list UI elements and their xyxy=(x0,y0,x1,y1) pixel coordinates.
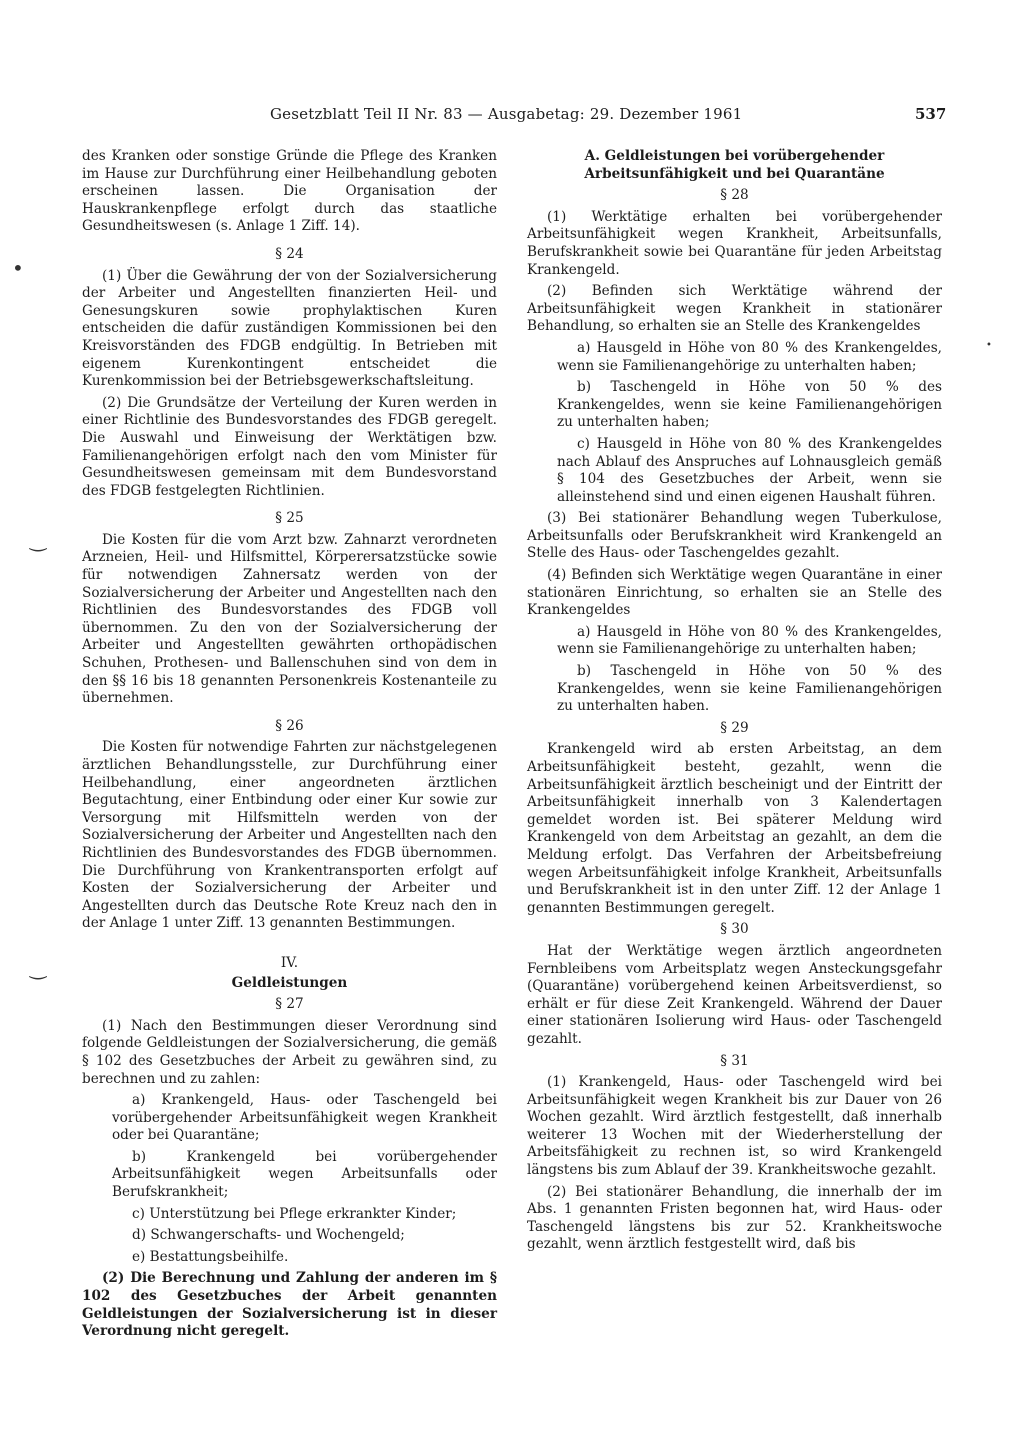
paragraph: (1) Über die Gewährung der von der Sozialversicherung der Arbeiter und Angestellten finanzierten Heil- und Genesungskuren sowie prophylaktischen Kuren entscheiden die dafür zuständigen Kommissionen bei den Kreisvorständen des FDGB endgültig. In Betrieben mit eigenem Kurenkontingent entscheidet die Kurenkommission bei der Betriebsgewerkschaftsleitung. xyxy=(82,267,497,390)
paragraph: (2) Die Berechnung und Zahlung der anderen im § 102 des Gesetzbuches der Arbeit genannten Geldleistungen der Sozialversicherung ist in dieser Verordnung nicht geregelt. xyxy=(82,1270,497,1340)
part-number: IV. xyxy=(280,954,299,971)
list-item: b) Krankengeld bei vorübergehender Arbeitsunfähigkeit wegen Arbeitsunfalls oder Berufskrankheit; xyxy=(112,1148,497,1201)
section-title: § 30 xyxy=(720,921,749,938)
section-title: § 25 xyxy=(275,510,304,527)
chapter-heading: A. Geldleistungen bei vorübergehender Arbeitsunfähigkeit und bei Quarantäne xyxy=(584,148,885,182)
margin-check-icon: ‿ xyxy=(30,956,47,980)
page-number: 537 xyxy=(915,105,947,123)
section-title: § 31 xyxy=(720,1052,749,1069)
paragraph: Krankengeld wird ab ersten Arbeitstag, an dem Arbeitsunfähigkeit besteht, gezahlt, wenn die Arbeitsunfähigkeit ärztlich bescheinigt und der Eintritt der Arbeitsunfähigkeit innerhalb von 3 Kalendertagen gemeldet worden ist. Bei späterer Meldung wird Krankengeld von dem Arbeitstag an gezahlt, an dem die Meldung erfolgt. Das Verfahren der Arbeitsbefreiung wegen Arbeitsunfähigkeit infolge Krankheit, Arbeitsunfalls und Berufskrankheit ist in den unter Ziff. 12 der Anlage 1 genannten Bestimmungen geregelt. xyxy=(527,741,942,916)
paragraph: Die Kosten für die vom Arzt bzw. Zahnarzt verordneten Arzneien, Heil- und Hilfsmittel, Körperersatzstücke sowie für notwendigen Zahnersatz werden von der Sozialversicherung der Arbeiter und Angestellten nach den Richtlinien des Bundesvorstandes des FDGB voll übernommen. Zu den von der Sozialversicherung der Arbeiter und Angestellten gewährten orthopädischen Schuhen, Prothesen- und Ballenschuhen sind von dem in den §§ 16 bis 18 genannten Personenkreis Kostenanteile zu übernehmen. xyxy=(82,531,497,707)
list-item: a) Hausgeld in Höhe von 80 % des Krankengeldes, wenn sie Familienangehörige zu unterhalten haben; xyxy=(557,339,942,374)
paragraph: (2) Befinden sich Werktätige während der Arbeitsunfähigkeit wegen Krankheit in stationärer Behandlung, so erhalten sie an Stelle des Krankengeldes xyxy=(527,283,942,335)
section-title: § 24 xyxy=(275,245,304,262)
paragraph: (2) Bei stationärer Behandlung, die innerhalb der im Abs. 1 genannten Fristen begonnen hat, wird Haus- oder Taschengeld längstens bis zur 52. Krankheitswoche gezahlt, wenn ärztlich festgestellt wird, daß bis xyxy=(527,1183,942,1253)
section-title: § 27 xyxy=(275,996,304,1013)
list-item: e) Bestattungsbeihilfe. xyxy=(132,1248,289,1265)
list-item: a) Hausgeld in Höhe von 80 % des Krankengeldes, wenn sie Familienangehörige zu unterhalten haben; xyxy=(557,623,942,658)
margin-dot-icon: • xyxy=(986,340,992,351)
paragraph: Die Kosten für notwendige Fahrten zur nächstgelegenen ärztlichen Behandlungsstelle, zur Durchführung einer Heilbehandlung, einer angeordneten ärztlichen Begutachtung, einer Entbindung oder einer Kur sowie zur Versorgung mit Hilfsmitteln werden von der Sozialversicherung der Arbeiter und Angestellten nach den Richtlinien des Bundesvorstandes des FDGB übernommen. Die Durchführung von Krankentransporten erfolgt auf Kosten der Sozialversicherung der Arbeiter und Angestellten durch das Deutsche Rote Kreuz nach den in der Anlage 1 unter Ziff. 13 genannten Bestimmungen. xyxy=(82,739,497,932)
paragraph: (2) Die Grundsätze der Verteilung der Kuren werden in einer Richtlinie des Bundesvorstandes des FDGB geregelt. Die Auswahl und Einweisung der Werktätigen bzw. Familienangehörigen erfolgt nach den vom Minister für Gesundheitswesen gemeinsam mit dem Bundesvorstand des FDGB festgelegten Richtlinien. xyxy=(82,394,497,499)
paragraph: Hat der Werktätige wegen ärztlich angeordneten Fernbleibens vom Arbeitsplatz wegen Ansteckungsgefahr (Quarantäne) vorübergehend keinen Arbeitsverdienst, so erhält er für diese Zeit Krankengeld. Während der Dauer einer stationären Isolierung wird Haus- oder Taschengeld gezahlt. xyxy=(527,942,942,1047)
page-header: Gesetzblatt Teil II Nr. 83 — Ausgabetag: 29. Dezember 1961 xyxy=(270,105,743,123)
list-item: d) Schwangerschafts- und Wochengeld; xyxy=(132,1227,405,1244)
list-item: c) Unterstützung bei Pflege erkrankter Kinder; xyxy=(132,1205,457,1222)
section-title: § 29 xyxy=(720,719,749,736)
margin-dot-icon: • xyxy=(12,256,24,280)
list-item: c) Hausgeld in Höhe von 80 % des Krankengeldes nach Ablauf des Anspruches auf Lohnausgleich gemäß § 104 des Gesetzbuches der Arbeit, wenn sie alleinstehend sind und einen eigenen Haushalt führen. xyxy=(557,435,942,505)
list-item: b) Taschengeld in Höhe von 50 % des Krankengeldes, wenn sie keine Familienangehörigen zu unterhalten haben. xyxy=(557,663,942,715)
paragraph: (1) Werktätige erhalten bei vorübergehender Arbeitsunfähigkeit wegen Krankheit, Arbeitsunfalls, Berufskrankheit sowie bei Quarantäne für jeden Arbeitstag Krankengeld. xyxy=(527,208,942,278)
left-column xyxy=(82,148,497,1345)
paragraph: des Kranken oder sonstige Gründe die Pflege des Kranken im Hause zur Durchführung einer Heilbehandlung geboten erscheinen lassen. Die Organisation der Hauskrankenpflege erfolgt durch das staatliche Gesundheitswesen (s. Anlage 1 Ziff. 14). xyxy=(82,148,497,235)
list-item: a) Krankengeld, Haus- oder Taschengeld bei vorübergehender Arbeitsunfähigkeit wegen Krankheit oder bei Quarantäne; xyxy=(112,1092,497,1144)
section-title: § 26 xyxy=(275,717,304,734)
section-title: § 28 xyxy=(720,187,749,204)
paragraph: (3) Bei stationärer Behandlung wegen Tuberkulose, Arbeitsunfalls oder Berufskrankheit wird Krankengeld an Stelle des Haus- oder Taschengeldes gezahlt. xyxy=(527,510,942,562)
margin-check-icon: ‿ xyxy=(30,528,47,552)
paragraph: (1) Nach den Bestimmungen dieser Verordnung sind folgende Geldleistungen der Sozialversicherung, die gemäß § 102 des Gesetzbuches der Arbeit zu gewähren sind, zu berechnen und zu zahlen: xyxy=(82,1017,497,1087)
paragraph: (4) Befinden sich Werktätige wegen Quarantäne in einer stationären Einrichtung, so erhalten sie an Stelle des Krankengeldes xyxy=(527,567,942,619)
paragraph: (1) Krankengeld, Haus- oder Taschengeld wird bei Arbeitsunfähigkeit wegen Krankheit bis zur Dauer von 26 Wochen gezahlt. Wird ärztlich festgestellt, daß innerhalb weiterer 13 Wochen mit der Wiederherstellung der Arbeitsfähigkeit zu rechnen ist, so wird Krankengeld längstens bis zum Ablauf der 39. Krankheitswoche gezahlt. xyxy=(527,1074,942,1179)
list-item: b) Taschengeld in Höhe von 50 % des Krankengeldes, wenn sie keine Familienangehörigen zu unterhalten haben; xyxy=(557,379,942,431)
right-column xyxy=(527,148,942,1258)
part-title: Geldleistungen xyxy=(231,974,348,991)
